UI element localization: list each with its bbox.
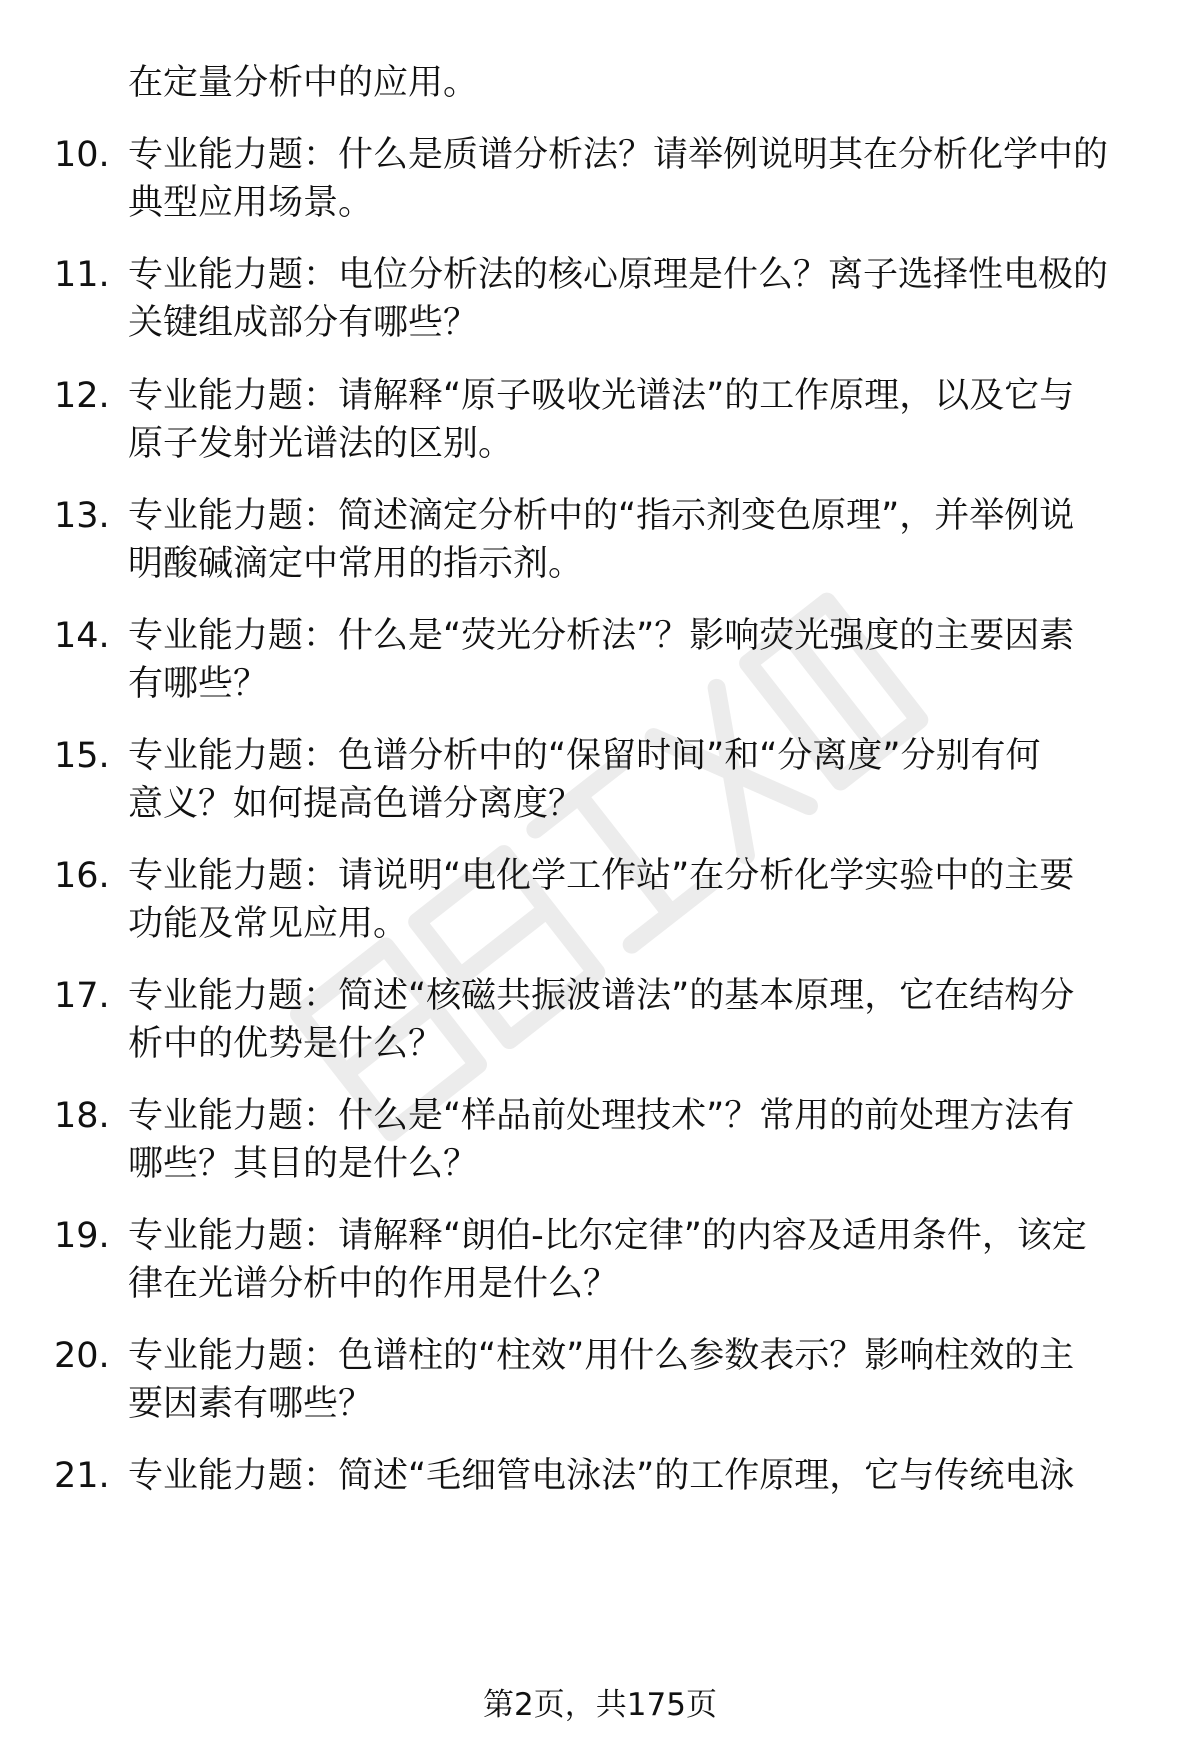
question-text-line: 要因素有哪些？ (128, 1384, 374, 1424)
question-text-line: 专业能力题：色谱柱的“柱效”用什么参数表示？影响柱效的主 (128, 1336, 1075, 1376)
question-text-line: 专业能力题：电位分析法的核心原理是什么？离子选择性电极的 (128, 255, 1109, 295)
question-number: 14. (54, 616, 110, 656)
question-number: 21. (54, 1456, 110, 1496)
question-number: 15. (54, 736, 110, 776)
page-footer: 第2页，共175页 (483, 1687, 717, 1723)
question-text-line: 有哪些？ (128, 664, 269, 704)
question-text-line: 意义？如何提高色谱分离度？ (128, 784, 584, 824)
continuation-text: 在定量分析中的应用。 (128, 63, 479, 103)
question-text-line: 专业能力题：简述滴定分析中的“指示剂变色原理”，并举例说 (128, 496, 1075, 536)
question-text-line: 哪些？其目的是什么？ (128, 1144, 479, 1184)
question-text-line: 专业能力题：简述“核磁共振波谱法”的基本原理，它在结构分 (128, 976, 1075, 1016)
question-number: 12. (54, 376, 110, 416)
question-text-line: 专业能力题：色谱分析中的“保留时间”和“分离度”分别有何 (128, 736, 1041, 776)
question-text-line: 原子发射光谱法的区别。 (128, 424, 514, 464)
question-number: 17. (54, 976, 110, 1016)
question-number: 10. (54, 135, 110, 175)
question-text-line: 关键组成部分有哪些？ (128, 303, 479, 343)
question-text-line: 专业能力题：什么是“荧光分析法”？影响荧光强度的主要因素 (128, 616, 1075, 656)
question-number: 13. (54, 496, 110, 536)
question-text-line: 专业能力题：请解释“原子吸收光谱法”的工作原理，以及它与 (128, 376, 1075, 416)
question-text-line: 明酸碱滴定中常用的指示剂。 (128, 544, 584, 584)
question-text-line: 专业能力题：请说明“电化学工作站”在分析化学实验中的主要 (128, 856, 1075, 896)
question-text-line: 专业能力题：简述“毛细管电泳法”的工作原理，它与传统电泳 (128, 1456, 1075, 1496)
question-number: 19. (54, 1216, 110, 1256)
question-text-line: 功能及常见应用。 (128, 904, 409, 944)
question-text-line: 专业能力题：请解释“朗伯-比尔定律”的内容及适用条件，该定 (128, 1216, 1087, 1256)
question-text-line: 析中的优势是什么？ (128, 1024, 444, 1064)
question-number: 18. (54, 1096, 110, 1136)
question-number: 11. (54, 255, 110, 295)
question-number: 20. (54, 1336, 110, 1376)
question-text-line: 律在光谱分析中的作用是什么？ (128, 1264, 619, 1304)
question-number: 16. (54, 856, 110, 896)
question-text-line: 典型应用场景。 (128, 183, 374, 223)
question-text-line: 专业能力题：什么是“样品前处理技术”？常用的前处理方法有 (128, 1096, 1075, 1136)
question-text-line: 专业能力题：什么是质谱分析法？请举例说明其在分析化学中的 (128, 135, 1109, 175)
